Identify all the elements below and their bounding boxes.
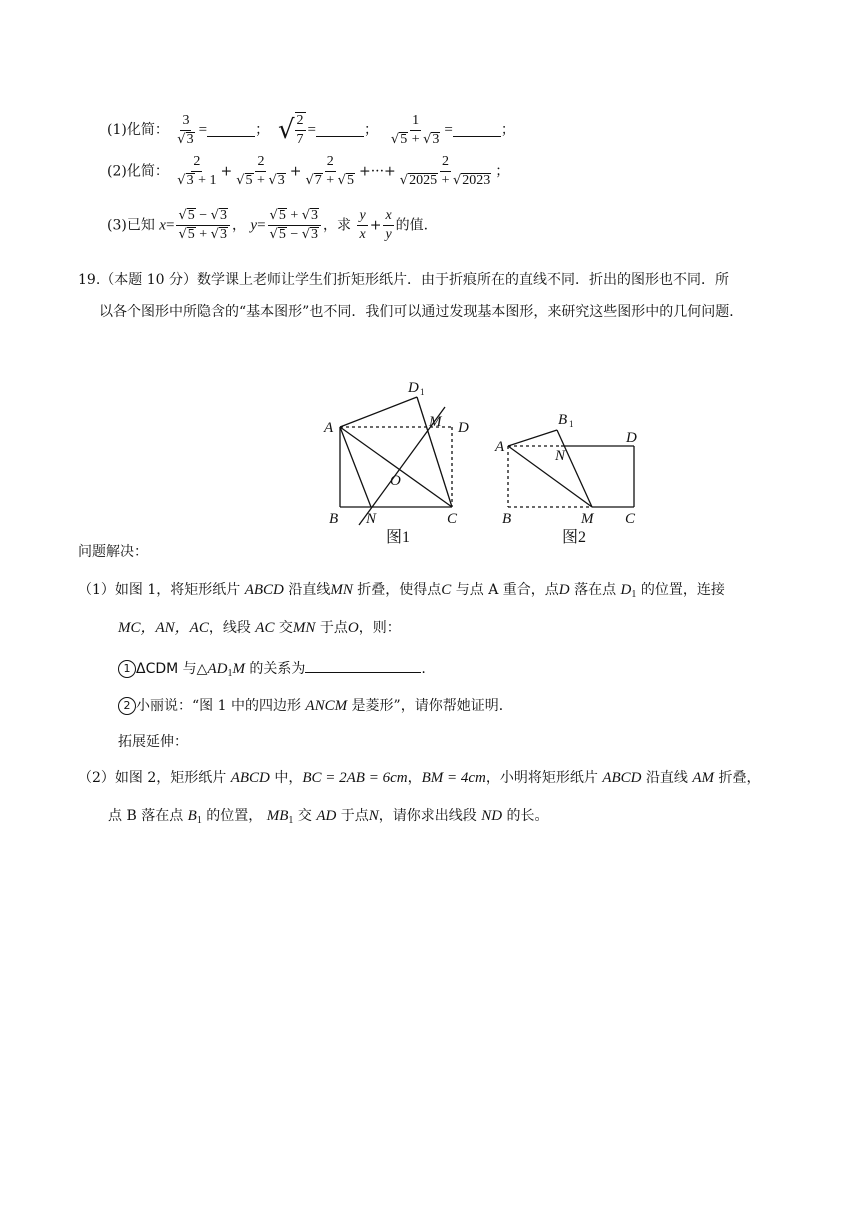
fig2-label-A: A (495, 439, 505, 455)
fig1-label-O: O (390, 473, 401, 489)
q19-part1-item1: 1 ΔCDM 与$\triangle AD_1M$ 的关系为 . (118, 658, 426, 684)
q18-part2: (2)化简： $\frac{2}{√3 + 1}$ + $\frac{2}{√5 + √3}$ + $\frac{2}{√7 + √5}$ +···+ $\frac{2}{√2025 + √2023}$ ； (107, 154, 510, 188)
q18-part2-label: (2)化简： (107, 163, 169, 180)
fig2-label-C: C (625, 511, 636, 527)
fig2-label-B: B (502, 511, 512, 527)
q19-intro-line1: 19.（本题 10 分）数学课上老师让学生们折矩形纸片．由于折痕所在的直线不同．折出的图形也不同．所 (78, 272, 729, 288)
heading-extension: 拓展延伸： (118, 734, 188, 750)
fraction: $\frac{3}{√3}$ (177, 112, 194, 147)
circled-number-2: 2 (118, 697, 136, 715)
fig2-label-B1: B (558, 412, 568, 428)
q18-part3-label: (3)已知 (107, 217, 155, 234)
fig1-label-A: A (324, 420, 334, 436)
fig1-ad1 (340, 397, 417, 427)
fig2-b1m (557, 430, 592, 507)
fig2-am (508, 446, 592, 507)
score-note: （本题 10 分） (100, 272, 197, 288)
fig2-label-D: D (626, 430, 637, 446)
answer-blank (305, 658, 421, 673)
fraction: $\frac{2}{√2025 + √2023}$ (399, 154, 491, 188)
figure-2 (508, 430, 634, 507)
fraction: $\frac{x}{y}$ (385, 208, 392, 242)
fraction: $\frac{2}{√5 + √3}$ (236, 154, 285, 188)
q19-intro-line2: 以各个图形中所隐含的“基本图形”也不同．我们可以通过发现基本图形，来研究这些图形中的几何问题． (99, 304, 744, 320)
q19-part2-line1: （2）如图 2，矩形纸片 ABCD 中，BC = 2AB = 6cm，BM = 4cm，小明将矩形纸片 ABCD 沿直线 AM 折叠， (78, 770, 761, 786)
fig1-label-C: C (447, 511, 458, 527)
q19-part1-item2: 2 小丽说：“图 1 中的四边形 ANCM 是菱形”，请你帮她证明． (118, 696, 513, 716)
fig2-label-N: N (555, 448, 566, 464)
q19-part1-line2: MC，AN，AC，线段 AC 交MN 于点O，则： (118, 620, 401, 636)
q19-part2-line2: 点 B 落在点 $B_1$ 的位置， $MB_1$ 交 AD 于点N，请你求出线段 ND 的长。 (108, 808, 549, 826)
fraction: $\frac{2}{√3 + 1}$ (177, 154, 217, 188)
fig2-label-B1-sub: 1 (569, 419, 574, 429)
fig1-label-D1: D (408, 380, 419, 396)
answer-blank (207, 124, 255, 137)
fig2-ab1 (508, 430, 557, 446)
figures (315, 378, 675, 550)
fig2-caption: 图2 (562, 529, 587, 546)
fraction: $\frac{1}{√5 + √3}$ (390, 112, 440, 147)
answer-blank (316, 124, 364, 137)
fig1-label-D: D (458, 420, 469, 436)
fig1-label-N: N (366, 511, 377, 527)
q18-part1: (1)化简： $\frac{3}{√3}$ = ； √ $\frac{2}{7}$ = ； $\frac{1}{√5 + √3}$ = ； (107, 112, 515, 147)
fig1-an (340, 427, 371, 507)
fig1-caption: 图1 (386, 529, 411, 546)
heading-problem-solving: 问题解决： (78, 544, 148, 560)
question-number: 19. (78, 272, 101, 288)
fig1-label-D1-sub: 1 (420, 387, 425, 397)
fig1-label-M: M (429, 414, 442, 430)
root-fraction: $\frac{2}{7}$ (296, 113, 304, 147)
circled-number-1: 1 (118, 660, 136, 678)
q18-part1-label: (1)化简： (107, 122, 169, 138)
q19-part1-line1: （1）如图 1，将矩形纸片 ABCD 沿直线MN 折叠，使得点C 与点 A 重合，点D 落在点 $D_1$ 的位置，连接 (78, 582, 725, 600)
fraction: $\frac{y}{x}$ (359, 208, 366, 242)
fraction: $\frac{2}{√7 + √5}$ (305, 154, 354, 188)
fig1-label-B: B (329, 511, 339, 527)
fig1-ac (340, 427, 452, 507)
q18-part3: (3)已知 x= $\frac{√5 - √3}{√5 + √3}$ ， y= $\frac{√5 + √3}{√5 - √3}$ ，求 $\frac{y}{x}$ + $\frac{x}{y}$ 的值. (107, 208, 429, 242)
fraction: $\frac{√5 - √3}{√5 + √3}$ (176, 208, 230, 243)
fig2-label-M: M (581, 511, 594, 527)
fraction: $\frac{√5 + √3}{√5 - √3}$ (268, 208, 322, 243)
answer-blank (453, 124, 501, 137)
